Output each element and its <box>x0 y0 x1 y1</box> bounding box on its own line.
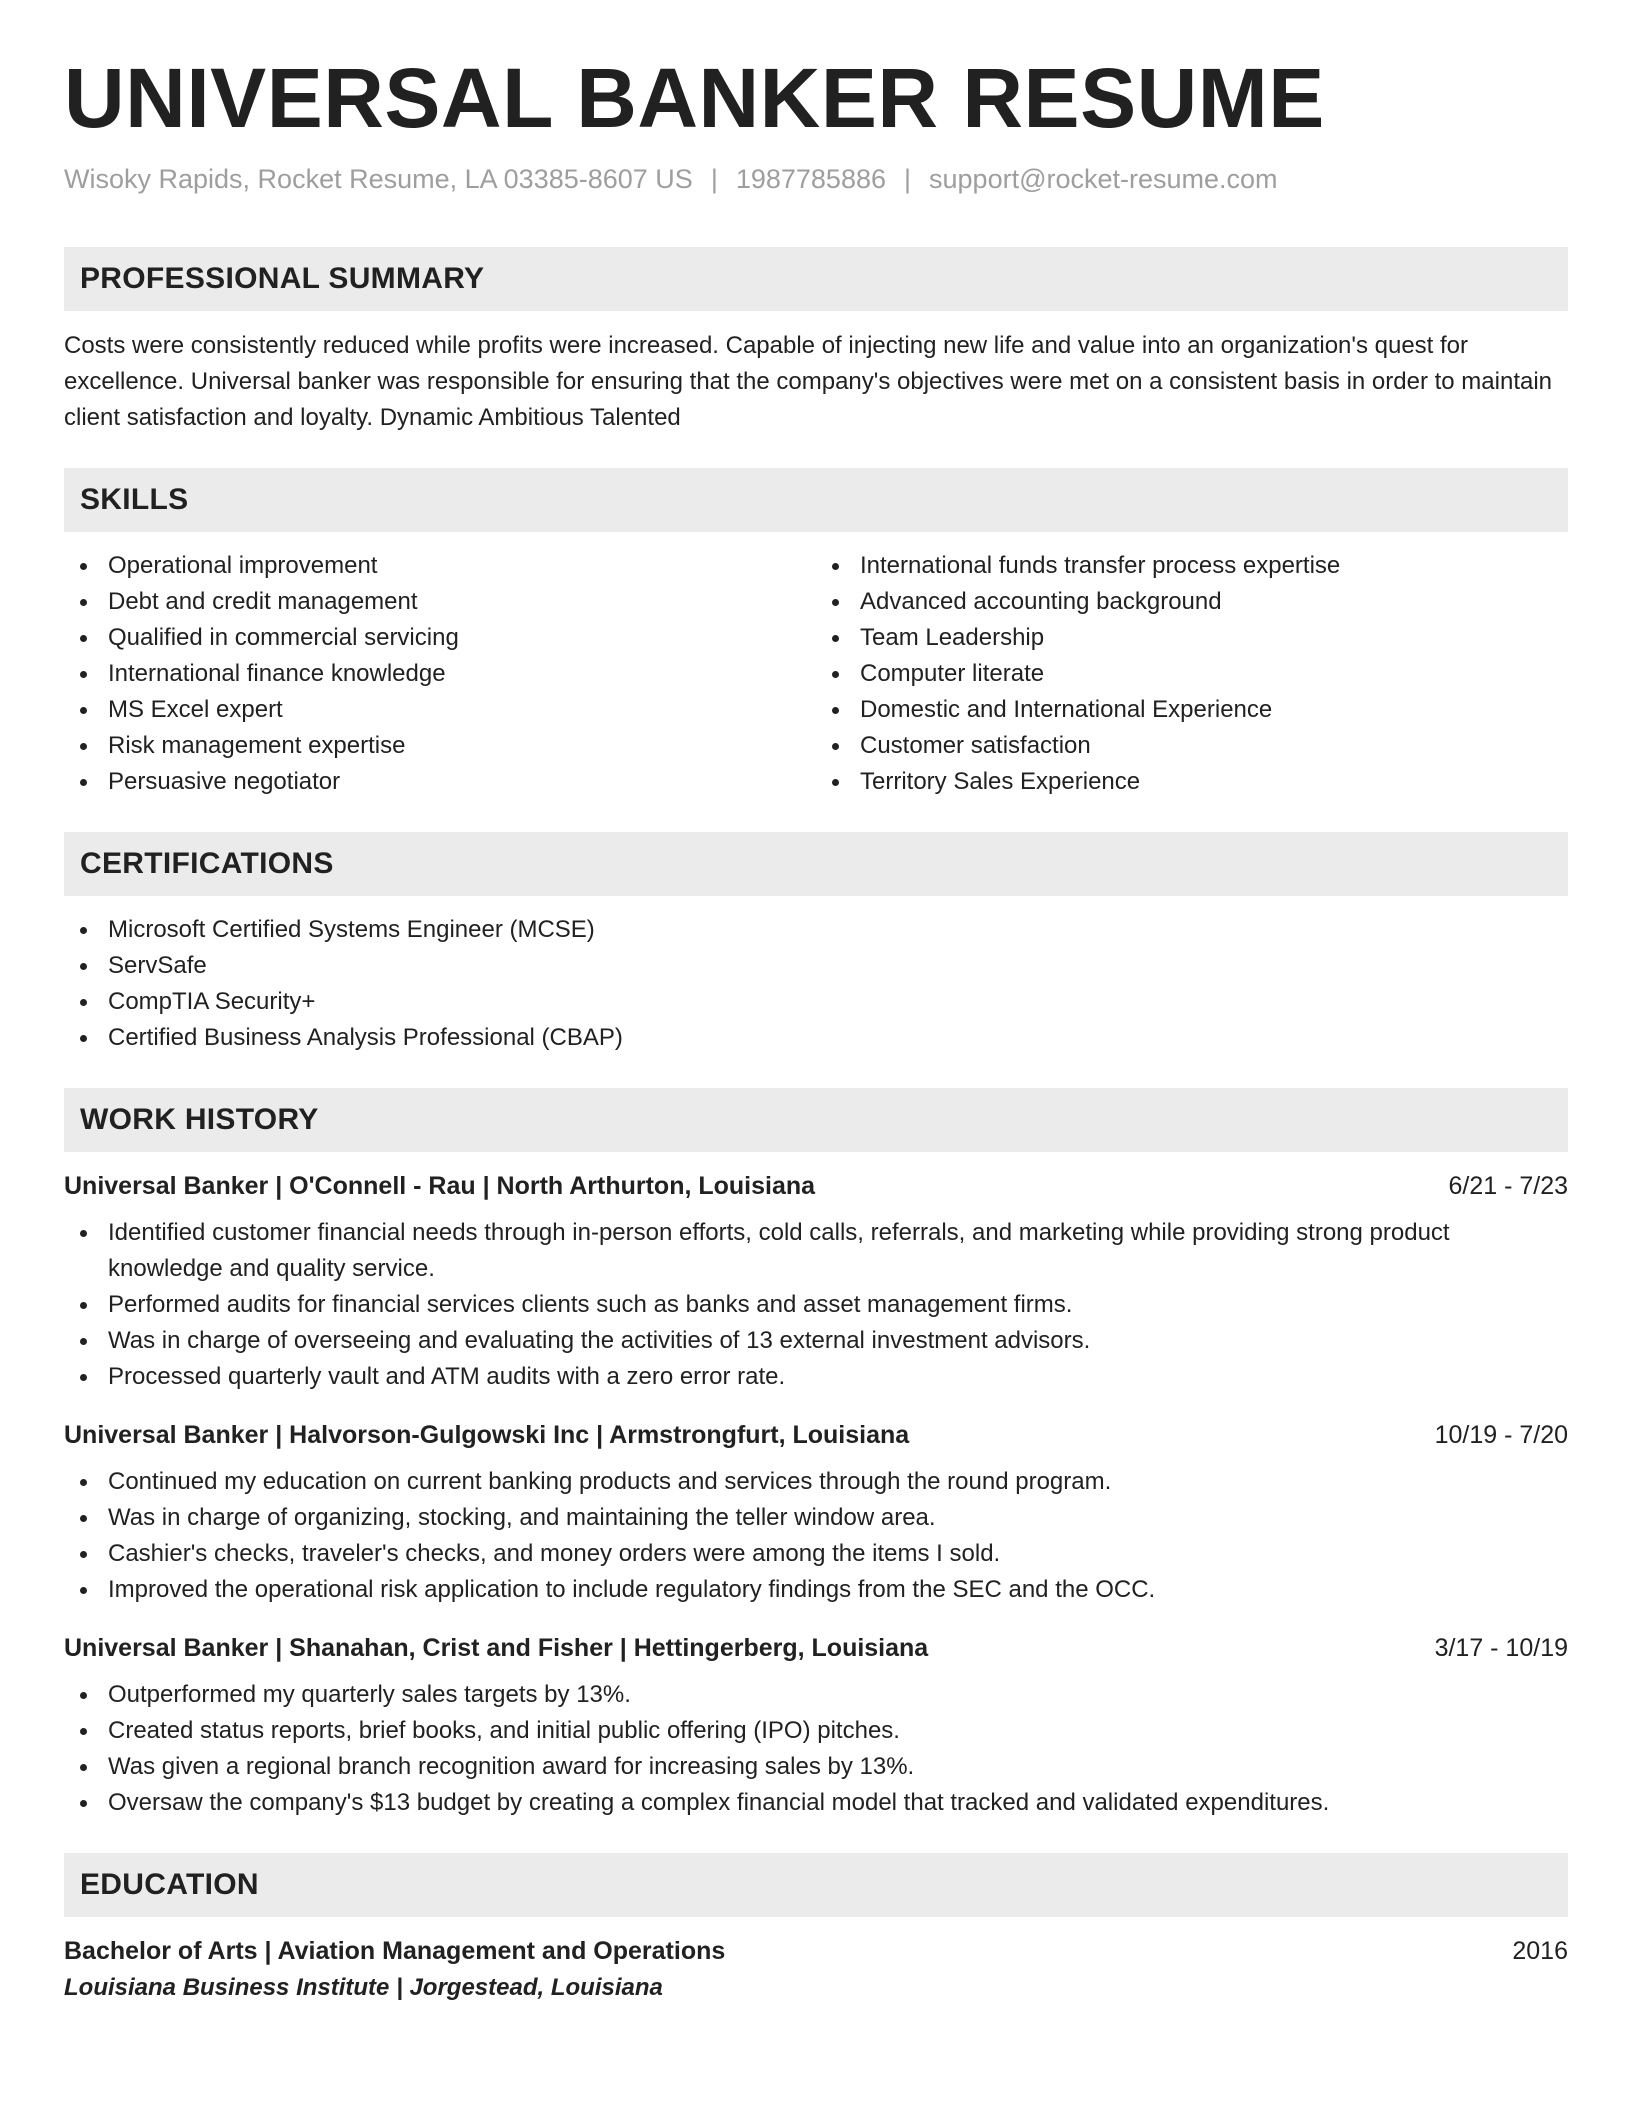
contact-separator: | <box>904 164 912 194</box>
list-item: Computer literate <box>816 656 1568 692</box>
list-item: International finance knowledge <box>64 656 816 692</box>
job-header <box>64 1421 1568 1450</box>
job-bullets <box>64 1464 1568 1608</box>
summary-text: Costs were consistently reduced while profits were increased. Capable of injecting new life and value into an organization's quest for excellence. Universal banker was responsible for ensuring that the company's objectives were met on a consistent basis in order to maintain client satisfaction and loyalty. Dynamic Ambitious Talented <box>64 332 1553 431</box>
skills-right-column <box>816 548 1568 800</box>
list-item: Created status reports, brief books, and initial public offering (IPO) pitches. <box>64 1713 1568 1749</box>
certifications-heading: CERTIFICATIONS <box>64 832 1568 896</box>
job-header <box>64 1634 1568 1663</box>
list-item: International funds transfer process expertise <box>816 548 1568 584</box>
work-history-heading: WORK HISTORY <box>64 1088 1568 1152</box>
list-item: Improved the operational risk application to include regulatory findings from the SEC and the OCC. <box>64 1572 1568 1608</box>
list-item: Operational improvement <box>64 548 816 584</box>
list-item: Performed audits for financial services clients such as banks and asset management firms. <box>64 1287 1568 1323</box>
certifications-list <box>64 912 1568 1056</box>
list-item: Was given a regional branch recognition award for increasing sales by 13%. <box>64 1749 1568 1785</box>
skills-list <box>64 532 1568 800</box>
job-bullets <box>64 1215 1568 1395</box>
list-item: Qualified in commercial servicing <box>64 620 816 656</box>
job-title: Universal Banker | O'Connell - Rau | North Arthurton, Louisiana <box>64 1172 816 1200</box>
job-dates: 3/17 - 10/19 <box>1434 1634 1568 1662</box>
list-item: Outperformed my quarterly sales targets by 13%. <box>64 1677 1568 1713</box>
contact-address: Wisoky Rapids, Rocket Resume, LA 03385-8607 US <box>64 164 693 194</box>
list-item: Identified customer financial needs through in-person efforts, cold calls, referrals, and marketing while providing strong product knowledge and quality service. <box>64 1215 1568 1287</box>
job-entry <box>64 1172 1568 1395</box>
job-dates: 6/21 - 7/23 <box>1448 1172 1568 1200</box>
education-header <box>64 1937 1568 1966</box>
contact-email: support@rocket-resume.com <box>929 164 1278 194</box>
list-item: Was in charge of organizing, stocking, and maintaining the teller window area. <box>64 1500 1568 1536</box>
skills-heading: SKILLS <box>64 468 1568 532</box>
job-entry <box>64 1421 1568 1608</box>
education-heading: EDUCATION <box>64 1853 1568 1917</box>
list-item: Continued my education on current banking products and services through the round program. <box>64 1464 1568 1500</box>
list-item: ServSafe <box>64 948 1568 984</box>
skills-left-column <box>64 548 816 800</box>
list-item: Domestic and International Experience <box>816 692 1568 728</box>
list-item: Was in charge of overseeing and evaluating the activities of 13 external investment advisors. <box>64 1323 1568 1359</box>
contact-line <box>64 164 1568 195</box>
contact-phone: 1987785886 <box>735 164 886 194</box>
summary-heading: PROFESSIONAL SUMMARY <box>64 247 1568 311</box>
resume-title: UNIVERSAL BANKER RESUME <box>64 51 1325 145</box>
list-item: Debt and credit management <box>64 584 816 620</box>
contact-separator: | <box>710 164 718 194</box>
list-item: Persuasive negotiator <box>64 764 816 800</box>
list-item: Certified Business Analysis Professional (CBAP) <box>64 1020 1568 1056</box>
job-entry <box>64 1634 1568 1821</box>
job-title: Universal Banker | Halvorson-Gulgowski Inc | Armstrongfurt, Louisiana <box>64 1421 910 1449</box>
list-item: Territory Sales Experience <box>816 764 1568 800</box>
degree-title: Bachelor of Arts | Aviation Management and Operations <box>64 1937 726 1965</box>
list-item: CompTIA Security+ <box>64 984 1568 1020</box>
school-name: Louisiana Business Institute | Jorgestead, Louisiana <box>64 1974 663 2001</box>
list-item: Risk management expertise <box>64 728 816 764</box>
list-item: Team Leadership <box>816 620 1568 656</box>
job-title: Universal Banker | Shanahan, Crist and Fisher | Hettingerberg, Louisiana <box>64 1634 929 1662</box>
job-bullets <box>64 1677 1568 1821</box>
list-item: Advanced accounting background <box>816 584 1568 620</box>
list-item: Cashier's checks, traveler's checks, and money orders were among the items I sold. <box>64 1536 1568 1572</box>
list-item: Processed quarterly vault and ATM audits with a zero error rate. <box>64 1359 1568 1395</box>
list-item: Oversaw the company's $13 budget by creating a complex financial model that tracked and validated expenditures. <box>64 1785 1568 1821</box>
job-dates: 10/19 - 7/20 <box>1434 1421 1568 1449</box>
list-item: MS Excel expert <box>64 692 816 728</box>
job-header <box>64 1172 1568 1201</box>
degree-year: 2016 <box>1512 1937 1568 1965</box>
list-item: Microsoft Certified Systems Engineer (MCSE) <box>64 912 1568 948</box>
list-item: Customer satisfaction <box>816 728 1568 764</box>
